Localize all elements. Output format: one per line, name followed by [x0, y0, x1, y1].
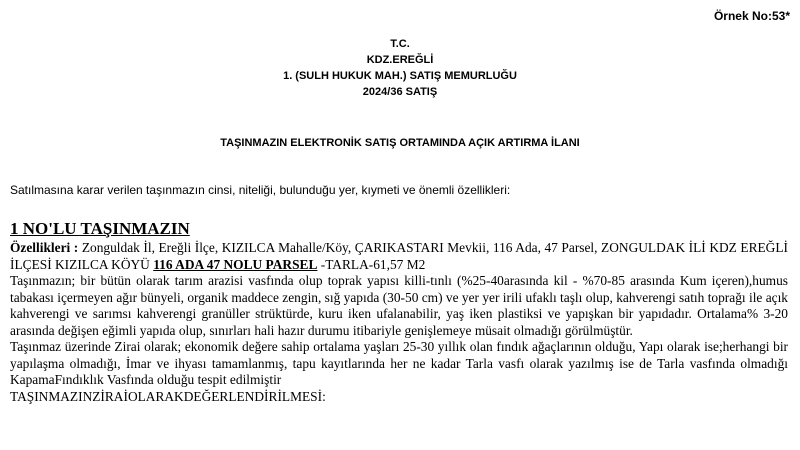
- soil-description: Taşınmazın; bir bütün olarak tarım arazisi vasfında olup toprak yapısı killi-tınlı (%25-40arasında kil - %70-85 arasında Kum içeren),humus tabakası içermeyen ağır bünyeli, organik maddece zengin, sığ yapıda (30-50 cm) ve yer yer irili ufaklı taşlı olup, kahverengi satıh toprağı ile açık kahverengi ve sarımsı kahverengi granüller strüktürde, kuru iken ufalanabilir, yaş iken plastiksi ve yapışkan bir yapıdadır. Ortalama% 3-20 arasında değişen eğimli yapıda olup, sınırları hali hazır durumu itibariyle genişlemeye müsait olmadığı görülmüştür.: [10, 273, 789, 338]
- agricultural-description: Taşınmaz üzerinde Zirai olarak; ekonomik değere sahip ortalama yaşları 25-30 yıllık olan fındık ağaçlarının olduğu, Yapı olarak ise;herhangi bir yapılaşma olmadığı, İmar ve ihyası tamamlanmış, tapu kayıtlarında her ne kadar Tarla vasfı olarak yazılmış ise de Tarla vasfında olmadığı KapamaFındıklık Vasfında olduğu tespit edilmiştir: [10, 339, 788, 387]
- announcement-title: TAŞINMAZIN ELEKTRONİK SATIŞ ORTAMINDA AÇIK ARTIRMA İLANI: [220, 137, 580, 149]
- features-text: Zonguldak İl, Ereğli İlçe, KIZILCA Mahalle/Köy, ÇARIKASTARI Mevkii, 116 Ada, 47 Parsel, ZONGULDAK İLİ KDZ EREĞLİ İLÇESİ KIZILCA KÖYÜ: [10, 240, 788, 272]
- document-header: [0, 36, 800, 100]
- features-paragraph: [10, 240, 788, 273]
- header-line-city: KDZ.EREĞLİ: [366, 54, 434, 66]
- parcel-label: 116 ADA 47 NOLU PARSEL: [153, 256, 318, 272]
- features-area: -TARLA-61,57 M2: [317, 256, 426, 272]
- evaluation-heading: TAŞINMAZINZİRAİOLARAKDEĞERLENDİRİLMESİ:: [10, 388, 326, 404]
- features-label: Özellikleri :: [10, 240, 79, 255]
- sample-number: Örnek No:53*: [713, 9, 790, 23]
- header-line-office: 1. (SULH HUKUK MAH.) SATIŞ MEMURLUĞU: [283, 70, 517, 82]
- property-heading: 1 NO'LU TAŞINMAZIN: [10, 219, 190, 238]
- intro-text: Satılmasına karar verilen taşınmazın cinsi, niteliği, bulunduğu yer, kıymeti ve önemli özellikleri:: [10, 183, 511, 197]
- header-line-case: 2024/36 SATIŞ: [362, 86, 438, 98]
- header-line-tc: T.C.: [390, 38, 410, 50]
- property-details: [10, 240, 788, 405]
